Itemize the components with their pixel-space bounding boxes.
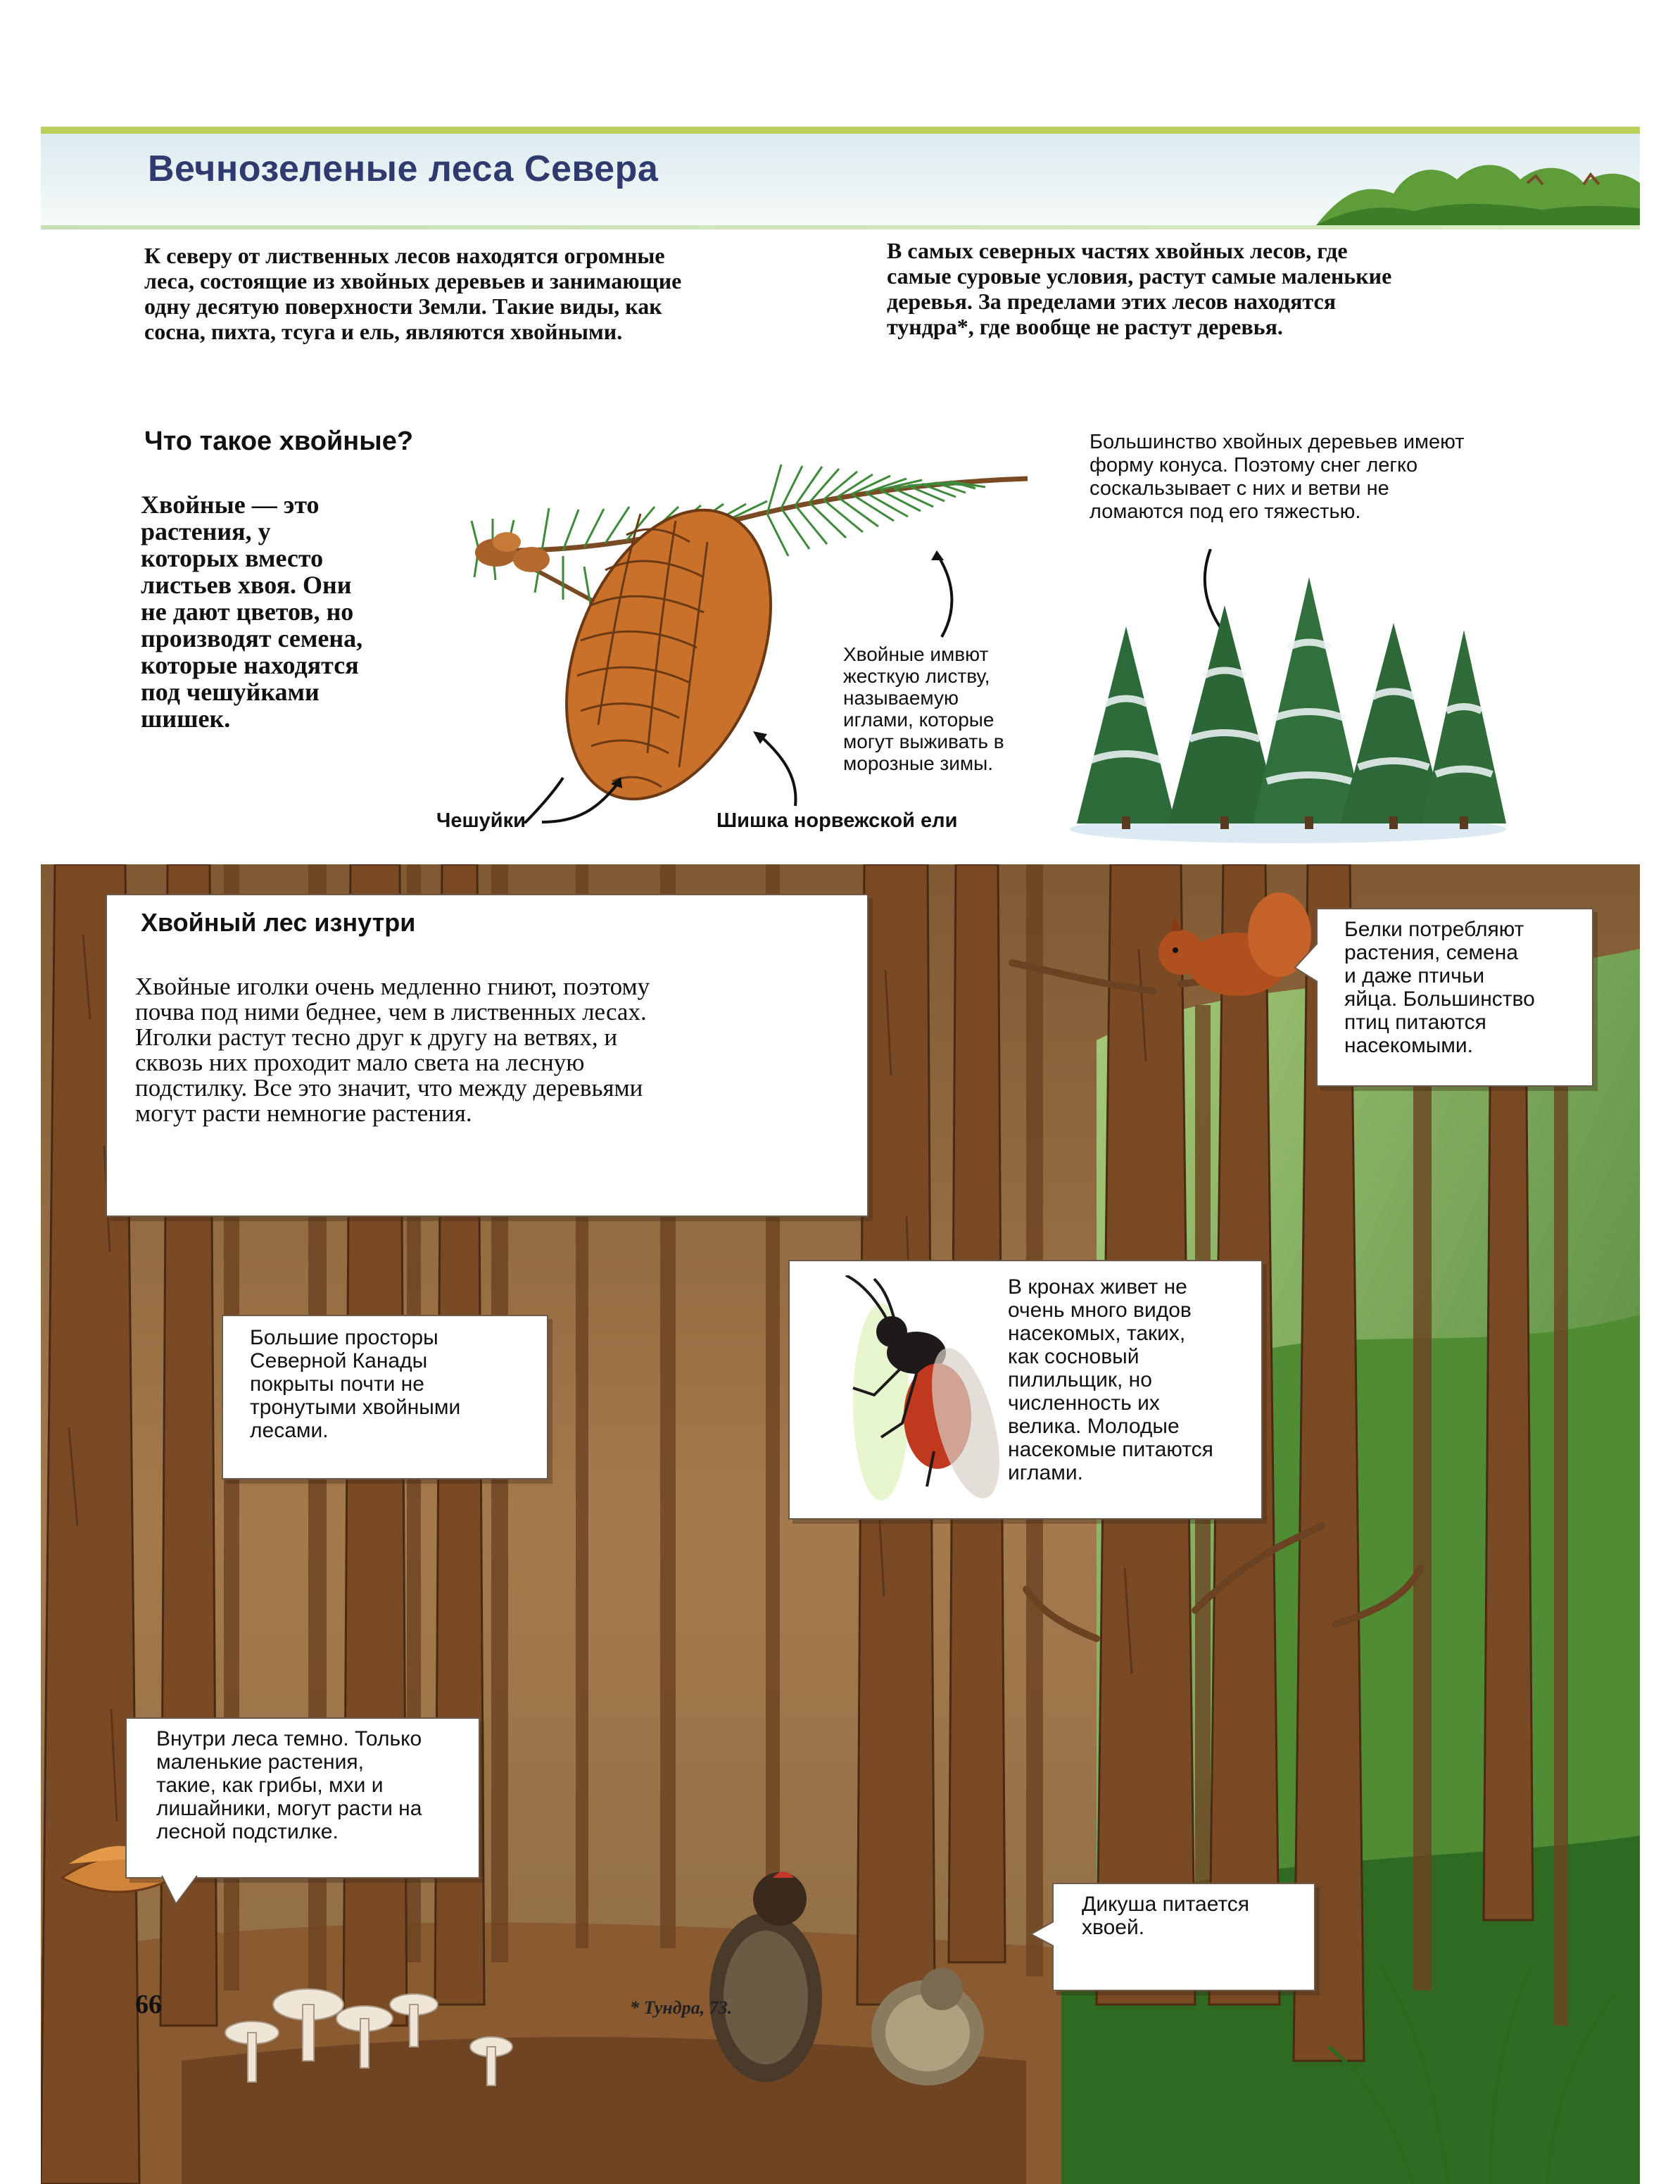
callout-line: Белки потребляют — [1344, 918, 1524, 941]
caption-line: иглами, которые — [843, 709, 994, 731]
definition-line: которых вместо — [141, 544, 324, 572]
caption-line: форму конуса. Поэтому снег легко — [1090, 454, 1418, 476]
footnote: * Тундра, 73. — [630, 1997, 733, 2018]
header-bar-line — [41, 127, 1640, 134]
dark-forest-callout-text — [156, 1727, 422, 1843]
callout-line: насекомыми. — [1344, 1034, 1473, 1057]
definition-line: растения, у — [141, 517, 271, 545]
callout-line: Северной Канады — [250, 1349, 428, 1372]
callout-line: насекомых, таких, — [1008, 1322, 1186, 1345]
section-heading: Что такое хвойные? — [144, 427, 414, 456]
treeline-illustration — [1316, 141, 1640, 225]
callout-line: пилильщик, но — [1008, 1368, 1152, 1391]
callout-line: лесами. — [250, 1419, 329, 1442]
caption-line: жесткую листву, — [843, 665, 990, 687]
conifers-definition — [141, 491, 408, 732]
definition-line: шишек. — [141, 705, 231, 733]
callout-line: сквозь них проходит мало света на лесную — [135, 1049, 585, 1076]
callout-line: как сосновый — [1008, 1345, 1139, 1368]
intro-right-line: деревья. За пределами этих лесов находятся — [887, 289, 1337, 314]
caption-line: Большинство хвойных деревьев имеют — [1090, 431, 1465, 453]
callout-line: численность их — [1008, 1391, 1160, 1415]
intro-right-line: тундра*, где вообще не растут деревья. — [887, 314, 1283, 339]
cone-arrow — [746, 728, 816, 809]
definition-line: Хвойные — это — [141, 491, 320, 519]
scales-arrow — [542, 774, 640, 831]
insect-callout-text — [1008, 1275, 1254, 1484]
definition-line: производят семена, — [141, 624, 363, 652]
header-bar-underline — [41, 225, 1640, 229]
callout-line: лишайники, могут расти на — [156, 1797, 422, 1820]
caption-line: Хвойные имвют — [843, 643, 989, 665]
inside-forest-heading: Хвойный лес изнутри — [141, 908, 416, 937]
callout-line: такие, как грибы, мхи и — [156, 1774, 384, 1797]
callout-line: тронутыми хвойными — [250, 1396, 461, 1419]
insect-callout — [788, 1260, 1263, 1520]
callout-line: птиц питаются — [1344, 1011, 1486, 1034]
callout-line: Внутри леса темно. Только — [156, 1727, 422, 1750]
callout-line: В кронах живет не — [1008, 1275, 1187, 1299]
callout-line: Иголки растут тесно друг к другу на ветвях, и — [135, 1023, 618, 1051]
callout-line: подстилку. Все это значит, что между деревьями — [135, 1074, 643, 1102]
snowy-trees-illustration — [1063, 563, 1513, 845]
caption-line: соскальзывает с них и ветви не — [1090, 477, 1389, 500]
intro-left-line: К северу от лиственных лесов находятся огромные — [144, 243, 665, 268]
squirrel-callout — [1316, 908, 1593, 1087]
page-title: Вечнозеленые леса Севера — [148, 149, 659, 189]
callout-line: лесной подстилке. — [156, 1820, 339, 1843]
callout-line: маленькие растения, — [156, 1750, 364, 1774]
inside-forest-text — [135, 974, 839, 1126]
callout-line: Большие просторы — [250, 1326, 438, 1349]
callout-line: и даже птичьи — [1344, 964, 1485, 987]
inside-forest-callout — [106, 894, 869, 1217]
dark-forest-callout — [125, 1717, 480, 1879]
cone-shape-caption — [1090, 431, 1582, 524]
intro-left-line: сосна, пихта, тсуга и ель, являются хвойными. — [144, 319, 623, 344]
canada-callout-text — [250, 1326, 460, 1442]
callout-line: почва под ними беднее, чем в лиственных лесах. — [135, 998, 647, 1025]
grouse-callout-text — [1082, 1893, 1249, 1939]
intro-left-paragraph — [144, 243, 820, 344]
callout-line: очень много видов — [1008, 1299, 1192, 1322]
definition-line: которые находятся — [141, 651, 359, 679]
sawfly-illustration — [804, 1275, 1001, 1501]
intro-left-line: одну десятую поверхности Земли. Такие виды, как — [144, 293, 662, 319]
intro-right-line: самые суровые условия, растут самые маленькие — [887, 263, 1392, 289]
cone-label: Шишка норвежской ели — [716, 809, 958, 832]
callout-line: яйца. Большинство — [1344, 987, 1535, 1011]
callout-line: могут расти немногие растения. — [135, 1099, 472, 1127]
callout-line: иглами. — [1008, 1461, 1083, 1484]
intro-right-line: В самых северных частях хвойных лесов, где — [887, 238, 1348, 263]
caption-line: могут выживать в — [843, 731, 1004, 752]
grouse-callout — [1052, 1883, 1315, 1991]
caption-line: называемую — [843, 687, 959, 709]
callout-line: велика. Молодые — [1008, 1415, 1180, 1438]
callout-line: хвоей. — [1082, 1916, 1145, 1939]
definition-line: не дают цветов, но — [141, 598, 354, 626]
scales-label: Чешуйки — [436, 809, 526, 832]
page-number: 66 — [135, 1990, 162, 2019]
caption-line: ломаются под его тяжестью. — [1090, 500, 1361, 523]
callout-line: Дикуша питается — [1082, 1893, 1250, 1916]
intro-right-paragraph — [887, 238, 1562, 339]
needles-caption — [843, 643, 1054, 774]
callout-line: покрыты почти не — [250, 1372, 424, 1396]
caption-line: морозные зимы. — [843, 752, 994, 774]
definition-line: листьев хвоя. Они — [141, 571, 352, 599]
callout-line: Хвойные иголки очень медленно гниют, поэтому — [135, 973, 650, 1000]
squirrel-callout-text — [1344, 918, 1535, 1057]
intro-left-line: леса, состоящие из хвойных деревьев и занимающие — [144, 268, 682, 293]
canada-callout — [222, 1315, 548, 1479]
definition-line: под чешуйками — [141, 678, 320, 706]
callout-line: растения, семена — [1344, 941, 1518, 964]
needles-arrow — [928, 549, 970, 640]
callout-line: насекомые питаются — [1008, 1438, 1213, 1461]
